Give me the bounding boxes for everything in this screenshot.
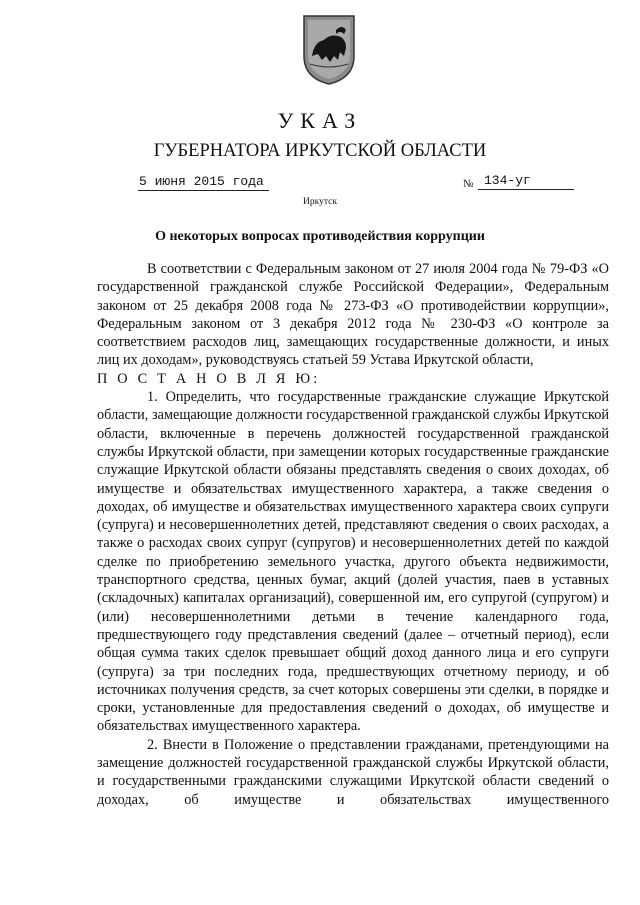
coat-of-arms-icon <box>300 12 358 86</box>
document-heading: О некоторых вопросах противодействия коррупции <box>155 229 485 244</box>
document-body <box>97 260 609 809</box>
number-sign: № <box>463 178 474 190</box>
document-date: 5 июня 2015 года <box>138 174 269 191</box>
decree-word: П О С Т А Н О В Л Я Ю: <box>97 370 321 387</box>
preamble-paragraph: В соответствии с Федеральным законом от 27 июля 2004 года № 79-ФЗ «О государственной гражданской службе Российской Федерации», Федеральным законом от 25 декабря 2008 года № 273-ФЗ «О противодействии коррупции», Федеральным законом от 3 декабря 2012 года № 230-ФЗ «О контроле за соответствием расходов лиц, замещающих государственные должности, и иных лиц их доходам», руководствуясь статьей 59 Устава Иркутской области, <box>97 261 609 369</box>
item-1-paragraph: 1. Определить, что государственные гражданские служащие Иркутской области, замещающие должности государственной гражданской службы Иркутской области, включенные в перечень должностей государственной гражданской службы Иркутской области, при замещении которых государственные гражданские служащие Иркутской области обязаны представлять сведения о своих доходах, об имуществе и обязательствах имущественного характера, а также сведения о доходах, об имуществе и обязательствах имущественного характера своих супруги (супруга) и несовершеннолетних детей, представляют сведения о своих расходах, а также о расходах своих супруг (супругов) и несовершеннолетних детей по каждой сделке по приобретению земельного участка, другого объекта недвижимости, транспортного средства, ценных бумаг, акций (долей участия, паев в уставных (складочных) капиталах организаций), совершенной им, его супругой (супругом) и (или) несовершеннолетними детьми в течение календарного года, предшествующего году представления сведений (далее – отчетный период), если общая сумма таких сделок превышает общий доход данного лица и его супруги (супруга) за три последних года, предшествующих отчетному периоду, и об источниках получения средств, за счет которых совершены эти сделки, в порядке и сроки, установленные для предоставления сведений о доходах, об имуществе и обязательствах имущественного характера. <box>97 389 609 735</box>
document-city: Иркутск <box>303 197 337 207</box>
item-2-paragraph: 2. Внести в Положение о представлении гражданами, претендующими на замещение должностей государственной гражданской службы Иркутской области, и государственными гражданскими служащими Иркутской области сведений о доходах, об имуществе и обязательствах имущественного <box>97 736 609 808</box>
document-subtitle: ГУБЕРНАТОРА ИРКУТСКОЙ ОБЛАСТИ <box>153 141 487 161</box>
document-number: 134-уг <box>478 173 574 190</box>
document-title: УКАЗ <box>277 108 363 133</box>
